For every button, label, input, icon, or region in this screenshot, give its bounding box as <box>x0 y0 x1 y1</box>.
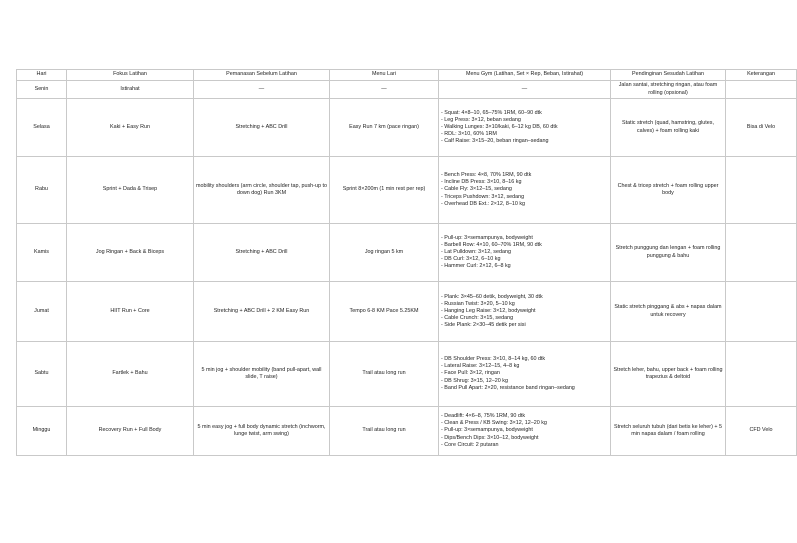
gym-line: - Calf Raise: 3×15–20, beban ringan–sedang <box>441 138 549 145</box>
cell-gym <box>439 81 611 99</box>
gym-line: - Clean & Press / KB Swing: 3×12, 12–20 kg <box>441 420 547 427</box>
cell-lari: Sprint 8×200m (1 min rest per rep) <box>330 157 439 224</box>
table-row-jumat <box>17 282 797 342</box>
cell-hari: Senin <box>17 81 67 99</box>
cell-lari: — <box>330 81 439 99</box>
cell-hari: Selasa <box>17 99 67 157</box>
document-page <box>16 69 776 456</box>
gym-line: - Incline DB Press: 3×10, 8–16 kg <box>441 179 522 186</box>
gym-line: - DB Shoulder Press: 3×10, 8–14 kg, 60 dtk <box>441 356 546 363</box>
cell-fokus: Jog Ringan + Back & Biceps <box>67 224 194 282</box>
gym-line: - Pull-up: 3×semampunya, bodyweight <box>441 234 533 241</box>
cell-gym <box>439 407 611 456</box>
cell-gym <box>439 99 611 157</box>
cell-pemanasan: 5 min jog + shoulder mobility (band pull-apart, wall slide, T raise) <box>194 342 330 407</box>
table-row-rabu <box>17 157 797 224</box>
cell-pemanasan: — <box>194 81 330 99</box>
gym-line: - Side Plank: 2×30–45 detik per sisi <box>441 322 526 329</box>
gym-line: - Leg Press: 3×12, beban sedang <box>441 116 521 123</box>
cell-pendinginan: Static stretch pinggang & abs + napas dalam untuk recovery <box>611 282 726 342</box>
cell-keterangan <box>726 282 797 342</box>
cell-lari: Trail atau long run <box>330 342 439 407</box>
cell-lari: Jog ringan 5 km <box>330 224 439 282</box>
cell-pemanasan: Stretching + ABC Drill <box>194 99 330 157</box>
gym-line: - Lat Pulldown: 3×12, sedang <box>441 248 511 255</box>
cell-pendinginan: Jalan santai, stretching ringan, atau foam rolling (opsional) <box>611 81 726 99</box>
cell-gym <box>439 342 611 407</box>
cell-fokus: Kaki + Easy Run <box>67 99 194 157</box>
gym-line: - RDL: 3×10, 60% 1RM <box>441 131 497 137</box>
header-hari: Hari <box>17 70 67 81</box>
gym-line: - Bench Press: 4×8, 70% 1RM, 90 dtk <box>441 172 532 179</box>
gym-line: - Deadlift: 4×6–8, 75% 1RM, 90 dtk <box>441 413 526 420</box>
gym-line: - Hammer Curl: 2×12, 6–8 kg <box>441 263 511 270</box>
cell-fokus: Recovery Run + Full Body <box>67 407 194 456</box>
cell-pemanasan: Stretching + ABC Drill + 2 KM Easy Run <box>194 282 330 342</box>
cell-lari: Trail atau long run <box>330 407 439 456</box>
cell-hari: Kamis <box>17 224 67 282</box>
cell-lari: Easy Run 7 km (pace ringan) <box>330 99 439 157</box>
cell-gym <box>439 224 611 282</box>
table-row-kamis <box>17 224 797 282</box>
training-schedule-table <box>16 69 797 456</box>
table-header-row <box>17 70 797 81</box>
gym-line: - DB Curl: 3×12, 6–10 kg <box>441 256 501 262</box>
gym-line: — <box>521 85 528 92</box>
cell-pemanasan: 5 min easy jog + full body dynamic stretch (inchworm, lunge twist, arm swing) <box>194 407 330 456</box>
gym-line: - Pull-up: 3×semampunya, bodyweight <box>441 427 533 434</box>
gym-line: - Plank: 3×45–60 detik, bodyweight, 30 dtk <box>441 293 543 300</box>
gym-line: - DB Shrug: 3×15, 12–20 kg <box>441 377 508 384</box>
cell-fokus: Istirahat <box>67 81 194 99</box>
header-menu-gym: Menu Gym (Latihan, Set × Rep, Beban, Istirahat) <box>439 70 611 81</box>
gym-line: - Dips/Bench Dips: 3×10–12, bodyweight <box>441 434 539 441</box>
gym-line: - Hanging Leg Raise: 3×12, bodyweight <box>441 307 536 314</box>
cell-hari: Rabu <box>17 157 67 224</box>
gym-line: - Barbell Row: 4×10, 60–70% 1RM, 90 dtk <box>441 241 542 248</box>
cell-pemanasan: Stretching + ABC Drill <box>194 224 330 282</box>
gym-line: - Cable Crunch: 3×15, sedang <box>441 315 514 321</box>
cell-keterangan: CFD Velo <box>726 407 797 456</box>
cell-pemanasan: mobility shoulders (arm circle, shoulder tap, push-up to down dog) Run 3KM <box>194 157 330 224</box>
header-pendinginan: Pendinginan Sesudah Latihan <box>611 70 726 81</box>
cell-pendinginan: Static stretch (quad, hamstring, glutes, calves) + foam rolling kaki <box>611 99 726 157</box>
header-pemanasan: Pemanasan Sebelum Latihan <box>194 70 330 81</box>
header-keterangan: Keterangan <box>726 70 797 81</box>
cell-gym <box>439 157 611 224</box>
gym-line: - Triceps Pushdown: 3×12, sedang <box>441 193 525 200</box>
cell-lari: Tempo 6-8 KM Pace 5.25KM <box>330 282 439 342</box>
cell-pendinginan: Stretch leher, bahu, upper back + foam rolling trapezius & deltoid <box>611 342 726 407</box>
cell-keterangan: Bisa di Velo <box>726 99 797 157</box>
cell-hari: Sabtu <box>17 342 67 407</box>
cell-fokus: HIIT Run + Core <box>67 282 194 342</box>
cell-hari: Minggu <box>17 407 67 456</box>
cell-fokus: Sprint + Dada & Trisep <box>67 157 194 224</box>
gym-line: - Overhead DB Ext.: 2×12, 8–10 kg <box>441 200 526 207</box>
cell-keterangan <box>726 224 797 282</box>
header-fokus-latihan: Fokus Latihan <box>67 70 194 81</box>
gym-line: - Squat: 4×8–10, 65–75% 1RM, 60–90 dtk <box>441 109 542 116</box>
gym-line: - Russian Twist: 3×20, 5–10 kg <box>441 300 515 307</box>
gym-line: - Band Pull Apart: 2×20, resistance band ringan–sedang <box>441 384 575 391</box>
cell-pendinginan: Stretch seluruh tubuh (dari betis ke leher) + 5 min napas dalam / foam rolling <box>611 407 726 456</box>
cell-hari: Jumat <box>17 282 67 342</box>
table-row-senin <box>17 81 797 99</box>
gym-line: - Core Circuit: 2 putaran <box>441 441 499 448</box>
table-row-selasa <box>17 99 797 157</box>
header-menu-lari: Menu Lari <box>330 70 439 81</box>
gym-line: - Face Pull: 3×12, ringan <box>441 370 500 377</box>
cell-keterangan <box>726 157 797 224</box>
gym-line: - Walking Lunges: 3×10/kaki, 6–12 kg DB, 60 dtk <box>441 123 558 130</box>
cell-gym <box>439 282 611 342</box>
gym-line: - Cable Fly: 3×12–15, sedang <box>441 186 512 193</box>
cell-pendinginan: Stretch punggung dan lengan + foam rolling punggung & bahu <box>611 224 726 282</box>
table-row-sabtu <box>17 342 797 407</box>
gym-line: - Lateral Raise: 3×12–15, 4–8 kg <box>441 363 520 370</box>
cell-keterangan <box>726 81 797 99</box>
table-row-minggu <box>17 407 797 456</box>
cell-fokus: Fartlek + Bahu <box>67 342 194 407</box>
cell-pendinginan: Chest & tricep stretch + foam rolling upper body <box>611 157 726 224</box>
cell-keterangan <box>726 342 797 407</box>
